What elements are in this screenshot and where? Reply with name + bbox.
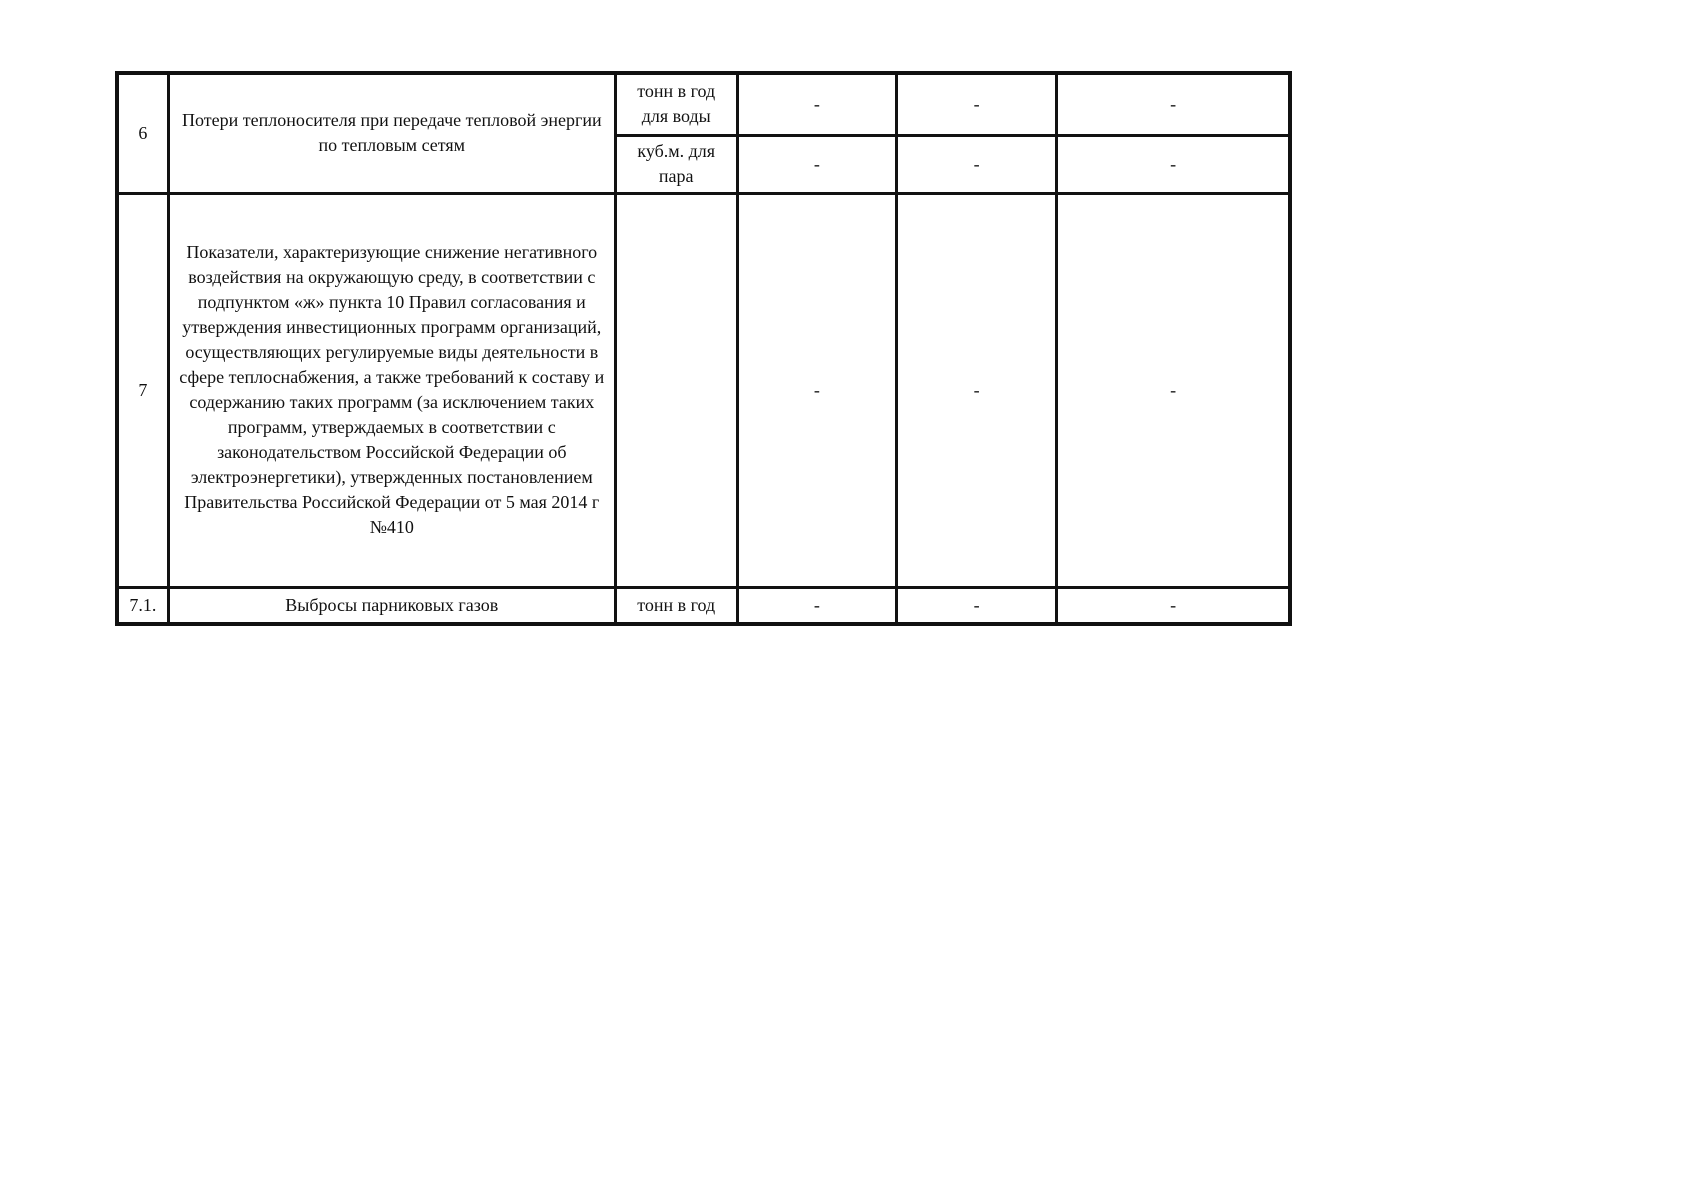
value-cell: - [1057, 73, 1290, 135]
indicator-name-cell: Потери теплоносителя при передаче тепловой энергии по тепловым сетям [168, 73, 615, 193]
value-cell: - [737, 135, 896, 193]
value-cell: - [896, 73, 1056, 135]
table-row [117, 73, 1290, 135]
unit-cell: куб.м. для пара [615, 135, 737, 193]
indicator-name-cell: Выбросы парниковых газов [168, 587, 615, 624]
row-number-cell: 7 [117, 193, 168, 587]
value-cell: - [737, 193, 896, 587]
unit-cell: тонн в год [615, 587, 737, 624]
table-row [117, 193, 1290, 587]
value-cell: - [896, 135, 1056, 193]
indicator-name-cell: Показатели, характеризующие снижение негативного воздействия на окружающую среду, в соответствии с подпунктом «ж» пункта 10 Правил согласования и утверждения инвестиционных программ организаций, осуществляющих регулируемые виды деятельности в сфере теплоснабжения, а также требований к составу и содержанию таких программ (за исключением таких программ, утверждаемых в соответствии с законодательством Российской Федерации об электроэнергетики), утвержденных постановлением Правительства Российской Федерации от 5 мая 2014 г №410 [168, 193, 615, 587]
unit-cell [615, 193, 737, 587]
value-cell: - [896, 193, 1056, 587]
unit-cell: тонн в год для воды [615, 73, 737, 135]
row-number-cell: 7.1. [117, 587, 168, 624]
value-cell: - [737, 587, 896, 624]
value-cell: - [1057, 587, 1290, 624]
value-cell: - [896, 587, 1056, 624]
value-cell: - [737, 73, 896, 135]
indicators-table [115, 71, 1292, 626]
table-row [117, 587, 1290, 624]
row-number-cell: 6 [117, 73, 168, 193]
value-cell: - [1057, 193, 1290, 587]
value-cell: - [1057, 135, 1290, 193]
